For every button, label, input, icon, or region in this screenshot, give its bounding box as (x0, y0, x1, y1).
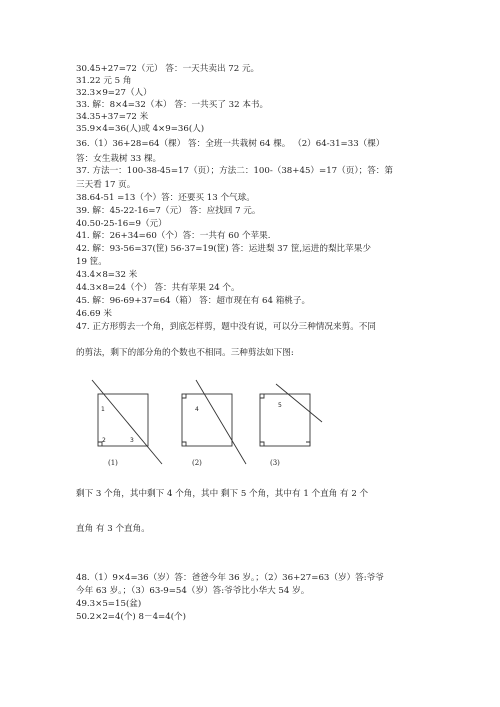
answer-40: 40.50-25-16=9（元） (76, 219, 167, 229)
answer-37-cont: 三天看 17 页。 (76, 180, 136, 190)
answer-42-cont: 19 筐。 (76, 257, 107, 267)
right-angle-mark-2a (182, 394, 186, 398)
square-3 (260, 394, 310, 446)
answer-44: 44.3×8=24（个） 答：共有苹果 24 个。 (76, 283, 240, 293)
answer-36-cont: 答：女生栽树 33 棵。 (76, 154, 162, 164)
answer-47: 47. 正方形剪去一个角，到底怎样剪，题中没有说，可以分三种情况来剪。不同 (76, 322, 376, 332)
answer-48-cont: 今年 63 岁。；（3）63-9=54（岁）答:爷爷比小华大 54 岁。 (76, 586, 310, 596)
answer-45: 45. 解：96-69+37=64（箱） 答：超市现在有 64 箱桃子。 (76, 296, 311, 306)
cut-line-2 (196, 380, 246, 464)
right-angle-mark-3b (260, 442, 264, 446)
figure-caption-1: (1) (108, 459, 118, 467)
angle-label-1: 1 (101, 406, 105, 413)
answer-33: 33. 解：8×4=32（本） 答：一共买了 32 本书。 (76, 100, 269, 110)
square-2 (182, 394, 232, 446)
answer-48: 48.（1）9×4=36（岁）答：爸爸今年 36 岁。；（2）36+27=63（岁）答:爷爷 (76, 573, 384, 583)
answer-47-result: 剩下 3 个角，其中剩下 4 个角，其中 剩下 5 个角，其中有 1 个直角 有 2 个 (76, 489, 369, 499)
answer-37: 37. 方法一：100-38-45=17（页）；方法二：100-（38+45）=17（页）；答：第 (76, 166, 393, 176)
cut-line-1 (92, 380, 162, 464)
answer-42: 42. 解：93-56=37(筐) 56-37=19(筐) 答：运进梨 37 筐,运进的梨比苹果少 (76, 244, 371, 254)
answer-47-cont: 的剪法，剩下的部分角的个数也不相同。三种剪法如下图: (76, 348, 294, 358)
answer-34: 34.35+37=72 米 (76, 112, 149, 122)
angle-label-2: 2 (102, 437, 106, 444)
figure-caption-3: (3) (270, 459, 280, 467)
answer-31: 31.22 元 5 角 (76, 76, 132, 86)
right-angle-mark-3c (306, 442, 310, 446)
answer-46: 46.69 米 (76, 309, 112, 319)
figure-caption-2: (2) (192, 459, 202, 467)
answer-32: 32.3×9=27（人） (76, 88, 152, 98)
answer-41: 41. 解：26+34=60（个）答：一共有 60 个苹果. (76, 231, 271, 241)
angle-label-3: 3 (130, 437, 134, 444)
answer-43: 43.4×8=32 米 (76, 270, 138, 280)
cut-line-3 (276, 384, 322, 422)
answer-36: 36.（1）36+28=64（棵） 答：全班一共栽树 64 棵。 （2）64-31=33（棵） (76, 139, 385, 149)
right-angle-mark-3a (260, 394, 264, 398)
corner-cut-figures (90, 378, 330, 466)
angle-label-5: 5 (278, 402, 282, 409)
angle-label-4: 4 (195, 406, 199, 413)
answer-50: 50.2×2=4(个) 8－4=4(个) (76, 612, 186, 622)
answer-38: 38.64-51 =13（个）答：还要买 13 个气球。 (76, 193, 255, 203)
right-angle-mark-2b (182, 442, 186, 446)
answer-30: 30.45+27=72（元） 答：一天共卖出 72 元。 (76, 64, 260, 74)
answer-49: 49.3×5=15(盆) (76, 599, 142, 609)
answer-35: 35.9×4=36(人)或 4×9=36(人) (76, 124, 205, 134)
answer-39: 39. 解：45-22-16=7（元） 答：应找回 7 元。 (76, 206, 261, 216)
answer-47-result-cont: 直角 有 3 个直角。 (76, 524, 150, 534)
